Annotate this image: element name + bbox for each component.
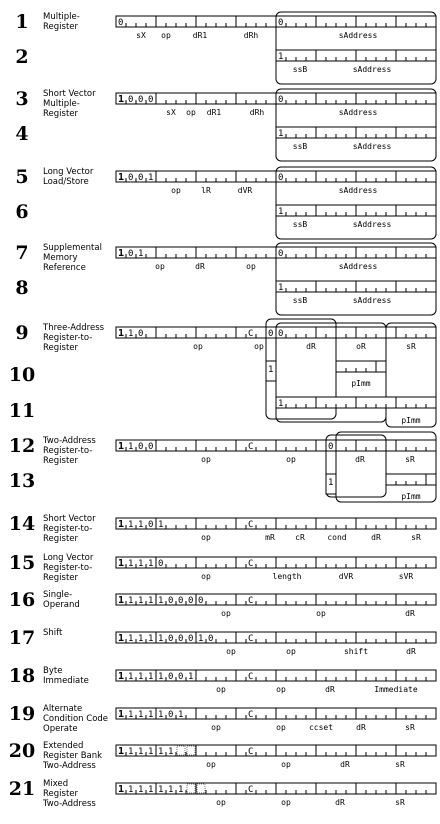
field-label: sX [136, 31, 146, 40]
field-label: sAddress [352, 220, 392, 229]
opcode-bit: 0 [188, 596, 194, 606]
field-label: op [281, 760, 291, 769]
opcode-bit: 1 [148, 710, 154, 720]
format-label: Long Vector [43, 167, 94, 177]
opcode-bit: 1 [118, 784, 125, 795]
opcode-bit: 1 [128, 596, 134, 606]
opcode-bit: 1 [118, 746, 125, 757]
extension-bit: 0 [278, 95, 284, 105]
format-number: 19 [8, 703, 36, 725]
field-label: sAddress [338, 262, 378, 271]
format-label: Operand [43, 600, 80, 610]
opcode-bit: 0 [188, 634, 194, 644]
field-label: op [276, 685, 286, 694]
format-number: 20 [8, 740, 36, 762]
variant-bit: 1 [268, 365, 274, 375]
opcode-bit: 1 [148, 634, 154, 644]
opcode-bit: 1 [138, 249, 144, 259]
opcode-bit: 1 [118, 519, 125, 530]
format-label: Alternate [43, 704, 83, 714]
field-label: length [272, 572, 302, 581]
condition-bit: C [248, 634, 254, 644]
field-label: dVR [237, 186, 253, 195]
opcode-bit: 0 [158, 559, 164, 569]
opcode-bit: 1 [148, 672, 154, 682]
opcode-bit: 1 [118, 595, 125, 606]
opcode-bit: 0 [128, 173, 134, 183]
format-label: Operate [43, 724, 78, 734]
field-label: op [216, 685, 226, 694]
format-label: Register-to- [43, 333, 93, 343]
opcode-bit: 0 [198, 596, 204, 606]
condition-bit: C [248, 672, 254, 682]
condition-bit: C [248, 785, 254, 795]
field-label: sR [395, 760, 405, 769]
opcode-bit: 1 [118, 94, 125, 105]
field-label: ccset [308, 723, 334, 732]
format-number: 21 [8, 778, 36, 800]
opcode-bit: 0 [168, 634, 174, 644]
field-label: op [201, 572, 211, 581]
opcode-bit: 0 [148, 95, 154, 105]
format-number: 10 [8, 364, 36, 386]
field-label: op [281, 798, 291, 807]
field-label: dR [406, 647, 416, 656]
extension-bit: 0 [278, 173, 284, 183]
field-label: sX [166, 108, 176, 117]
format-number: 3 [15, 88, 29, 110]
field-label: dR1 [206, 108, 222, 117]
field-label: op [186, 108, 196, 117]
field-label: ssB [292, 65, 308, 74]
field-label: op [246, 262, 256, 271]
field-label: sVR [398, 572, 414, 581]
field-label: lR [201, 186, 211, 195]
opcode-bit: 1 [128, 520, 134, 530]
opcode-bit: 1 [138, 672, 144, 682]
field-label: op [155, 262, 165, 271]
format-label: Register-to- [43, 524, 93, 534]
format-label: Two-Address [43, 436, 96, 446]
extension-bit: 1 [278, 52, 284, 62]
format-number: 5 [15, 166, 29, 188]
field-label: dR [340, 760, 350, 769]
opcode-bit: 0 [168, 596, 174, 606]
opcode-bit: 1 [148, 785, 154, 795]
opcode-bit: 0 [148, 520, 154, 530]
opcode-bit: 1 [128, 710, 134, 720]
opcode-bit: 1 [158, 710, 164, 720]
opcode-bit: 1 [148, 747, 154, 757]
field-label: sR [405, 455, 415, 464]
field-label: dRh [243, 31, 259, 40]
format-label: Register-to- [43, 446, 93, 456]
opcode-bit: 1 [138, 710, 144, 720]
format-label: Register [43, 22, 78, 32]
format-number: 13 [8, 470, 36, 492]
condition-bit: C [248, 710, 254, 720]
field-label: sR [405, 723, 415, 732]
extension-bit: 1 [278, 129, 284, 139]
variant-bit: 1 [278, 399, 284, 409]
format-label: Byte [43, 666, 63, 676]
format-number: 1 [15, 11, 29, 33]
format-label: Supplemental [43, 243, 102, 253]
field-label: op [316, 609, 326, 618]
opcode-bit: 0 [138, 95, 144, 105]
opcode-bit: 0 [128, 249, 134, 259]
format-number: 15 [8, 552, 36, 574]
opcode-bit: 1 [168, 747, 174, 757]
opcode-bit: 1 [118, 709, 125, 720]
opcode-bit: 1 [158, 596, 164, 606]
opcode-bit: 1 [198, 634, 204, 644]
opcode-bit: 0 [178, 596, 184, 606]
field-label: op [276, 723, 286, 732]
opcode-bit: 1 [188, 672, 194, 682]
field-label: sR [395, 798, 405, 807]
opcode-bit: 1 [118, 441, 125, 452]
format-label: Short Vector [43, 89, 96, 99]
opcode-bit: 1 [138, 634, 144, 644]
format-number: 17 [8, 627, 36, 649]
opcode-bit: 1 [158, 785, 164, 795]
opcode-bit: 1 [128, 442, 134, 452]
opcode-bit: 1 [148, 559, 154, 569]
format-label: Register [43, 109, 78, 119]
format-number: 4 [15, 123, 29, 145]
field-label: sAddress [338, 31, 378, 40]
condition-bit: C [248, 559, 254, 569]
format-number: 18 [8, 665, 36, 687]
variant-bit: 0 [278, 329, 284, 339]
opcode-bit: 1 [148, 173, 154, 183]
format-label: Condition Code [43, 714, 109, 724]
extended-bit-field [187, 746, 195, 755]
opcode-bit: 0 [128, 95, 134, 105]
format-number: 8 [15, 277, 29, 299]
format-label: Immediate [43, 676, 89, 686]
field-label: pImm [401, 492, 421, 501]
field-label: sR [411, 533, 421, 542]
opcode-bit: 1 [118, 328, 125, 339]
opcode-bit: 1 [138, 596, 144, 606]
field-label: dVR [338, 572, 354, 581]
extended-bit-field [177, 746, 185, 755]
format-label: Shift [43, 628, 63, 638]
format-number: 2 [15, 46, 29, 68]
condition-bit: C [248, 596, 254, 606]
field-label: dR [306, 342, 316, 351]
field-label: sAddress [338, 186, 378, 195]
opcode-bit: 1 [158, 747, 164, 757]
field-label: dR [355, 455, 365, 464]
opcode-bit: 1 [128, 329, 134, 339]
extension-bit: 0 [278, 18, 284, 28]
extension-bit: 0 [278, 249, 284, 259]
condition-bit: C [248, 442, 254, 452]
condition-bit: C [248, 747, 254, 757]
format-label: Long Vector [43, 553, 94, 563]
format-label: Memory [43, 253, 78, 263]
format-number: 9 [15, 322, 29, 344]
field-label: Immediate [374, 685, 418, 694]
field-label: ssB [292, 220, 308, 229]
opcode-bit: 0 [178, 634, 184, 644]
variant-bracket [386, 323, 436, 427]
field-label: sAddress [352, 65, 392, 74]
format-label: Reference [43, 263, 86, 273]
condition-bit: C [248, 329, 254, 339]
field-label: dR [335, 798, 345, 807]
opcode-bit: 1 [178, 785, 184, 795]
format-label: Extended [43, 741, 84, 751]
extension-bit: 1 [278, 283, 284, 293]
format-label: Register [43, 534, 78, 544]
opcode-bit: 1 [128, 747, 134, 757]
opcode-bit: 0 [138, 442, 144, 452]
opcode-bit: 1 [138, 520, 144, 530]
extended-bit-field [197, 784, 205, 793]
format-label: Three-Address [43, 323, 105, 333]
format-number: 11 [8, 400, 36, 422]
opcode-bit: 1 [128, 634, 134, 644]
variant-bit: 0 [328, 442, 334, 452]
opcode-bit: 1 [128, 559, 134, 569]
format-label: Register [43, 573, 78, 583]
field-label: oR [356, 342, 366, 351]
opcode-bit: 1 [128, 672, 134, 682]
format-number: 6 [15, 201, 29, 223]
format-label: Short Vector [43, 514, 96, 524]
field-label: op [221, 609, 231, 618]
field-label: cR [295, 533, 305, 542]
opcode-bit: 1 [138, 785, 144, 795]
field-label: sAddress [352, 296, 392, 305]
format-label: Load/Store [43, 177, 89, 187]
extension-bit: 1 [278, 207, 284, 217]
opcode-bit: 1 [128, 785, 134, 795]
opcode-bit: 1 [118, 172, 125, 183]
variant-bit: 1 [328, 478, 334, 488]
field-label: dR [405, 609, 415, 618]
format-label: Register [43, 789, 78, 799]
field-label: op [161, 31, 171, 40]
opcode-bit: 1 [168, 785, 174, 795]
field-label: dR [195, 262, 205, 271]
field-label: op [254, 342, 264, 351]
opcode-bit: 1 [118, 248, 125, 259]
format-label: Register Bank [43, 751, 103, 761]
format-label: Register [43, 343, 78, 353]
format-label: Multiple- [43, 12, 80, 22]
format-label: Register-to- [43, 563, 93, 573]
field-label: pImm [351, 379, 371, 388]
field-label: sR [406, 342, 416, 351]
field-label: shift [343, 647, 369, 656]
opcode-bit: 0 [138, 329, 144, 339]
opcode-bit: 0 [208, 634, 214, 644]
format-number: 16 [8, 589, 36, 611]
format-label: Two-Address [43, 761, 96, 771]
field-label: sAddress [338, 108, 378, 117]
field-label: dR1 [192, 31, 208, 40]
opcode-bit: 0 [178, 672, 184, 682]
field-label: op [171, 186, 181, 195]
opcode-bit: 1 [158, 634, 164, 644]
opcode-bit: 1 [178, 710, 184, 720]
field-label: op [286, 647, 296, 656]
opcode-bit: 1 [118, 633, 125, 644]
opcode-bit: 0 [118, 18, 124, 28]
format-number: 7 [15, 242, 29, 264]
opcode-bit: 1 [148, 596, 154, 606]
opcode-bit: 0 [148, 442, 154, 452]
opcode-bit: 1 [158, 672, 164, 682]
opcode-bit: 1 [138, 559, 144, 569]
format-label: Mixed [43, 779, 69, 789]
field-label: sAddress [352, 142, 392, 151]
opcode-bit: 1 [118, 671, 125, 682]
opcode-bit: 1 [138, 747, 144, 757]
format-number: 14 [8, 513, 36, 535]
field-label: op [201, 455, 211, 464]
format-label: Two-Address [43, 799, 96, 809]
field-label: dR [356, 723, 366, 732]
format-label: Multiple- [43, 99, 80, 109]
field-label: ssB [292, 142, 308, 151]
field-label: op [211, 723, 221, 732]
format-label: Single- [43, 590, 73, 600]
field-label: ssB [292, 296, 308, 305]
field-label: op [216, 798, 226, 807]
extended-bit-field [187, 784, 195, 793]
opcode-bit: 0 [138, 173, 144, 183]
field-label: op [206, 760, 216, 769]
condition-bit: C [248, 520, 254, 530]
opcode-bit: 1 [158, 520, 164, 530]
opcode-bit: 1 [118, 558, 125, 569]
field-label: op [193, 342, 203, 351]
instruction-word [336, 361, 386, 372]
field-label: op [226, 647, 236, 656]
field-label: dR [371, 533, 381, 542]
format-number: 12 [8, 435, 36, 457]
variant-bit: 0 [268, 329, 274, 339]
field-label: cond [327, 533, 347, 542]
opcode-bit: 0 [168, 672, 174, 682]
field-label: pImm [401, 416, 421, 425]
field-label: op [201, 533, 211, 542]
instruction-word [386, 474, 436, 485]
field-label: op [286, 455, 296, 464]
field-label: dRh [249, 108, 265, 117]
field-label: dR [325, 685, 335, 694]
format-label: Register [43, 456, 78, 466]
field-label: mR [265, 533, 275, 542]
opcode-bit: 0 [168, 710, 174, 720]
